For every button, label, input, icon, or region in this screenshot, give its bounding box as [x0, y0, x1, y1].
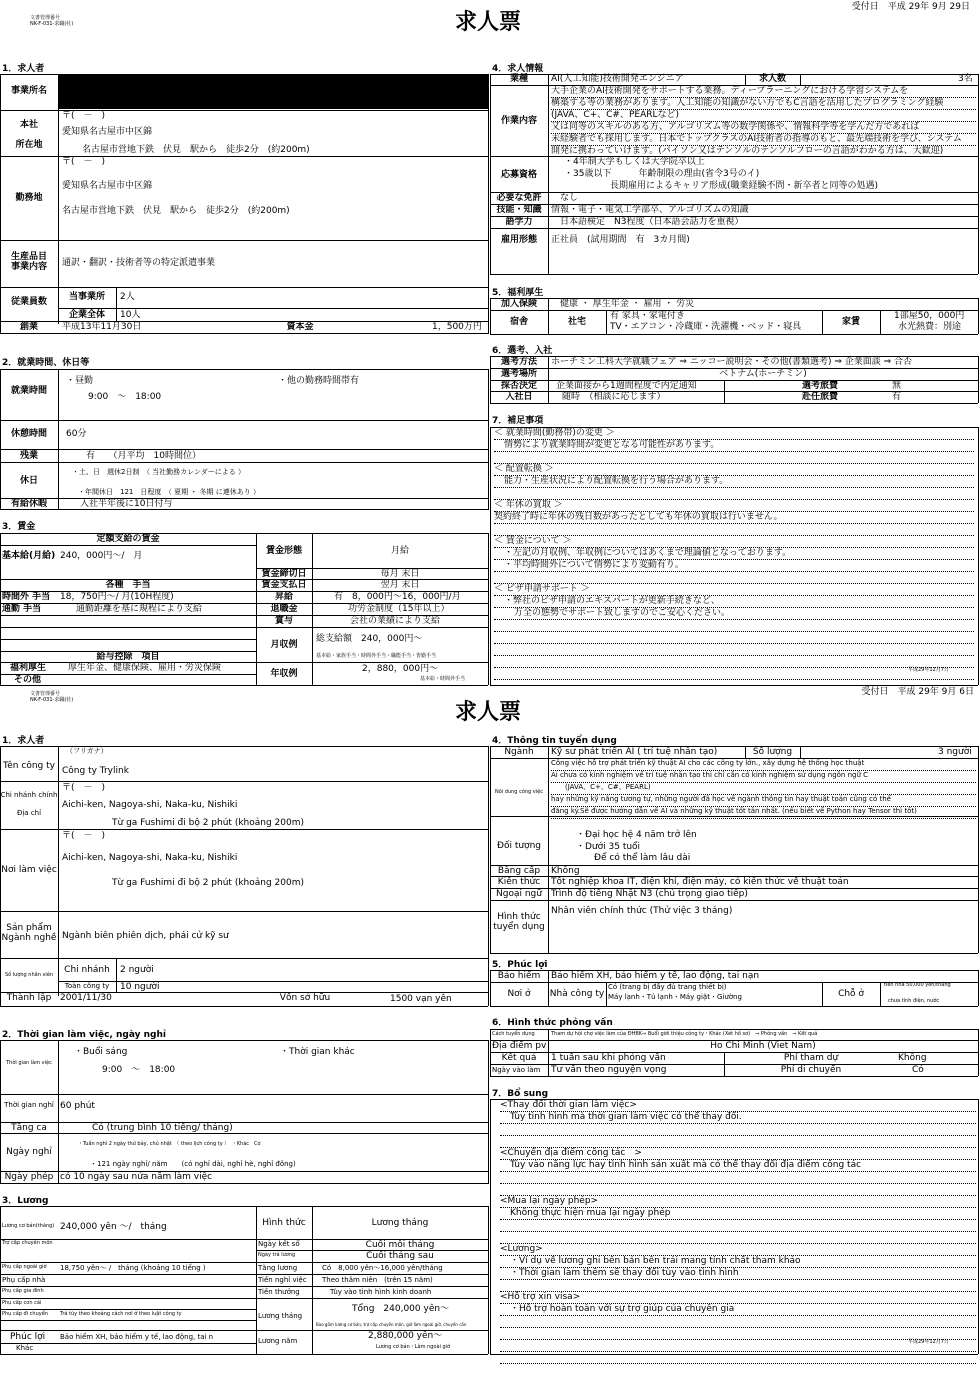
section-employer: 1．求人者: [2, 64, 45, 74]
doc-code: NK-F-031-求職(社): [30, 21, 74, 27]
section-selection: 6．選考、入社: [492, 346, 553, 356]
annual-income: 2,880,000 yên～: [368, 1331, 443, 1341]
employees-site-label: 当事業所: [68, 292, 105, 302]
employees-total: 10 người: [120, 982, 160, 992]
selection-method: Tham dự hội chợ việc làm của ĐHBK⇒ Buổi giới thiệu công ty・Khác (Xét hồ sơ) ⇒ Phỏng vấn ⇒ Kết quả: [551, 1031, 818, 1037]
office-address: Aichi-ken, Nagoya-shi, Naka-ku, Nishiki: [62, 800, 238, 810]
office-zip: 〒( － ): [62, 111, 106, 121]
holiday-weekly: ・土、日 週休2日制 （ 当社勤務カレンダーによる ）: [72, 468, 245, 476]
method-label: 選考方法: [500, 357, 537, 367]
qualification-label: 応募資格: [500, 170, 537, 180]
business-label: Sản phẩm Ngành nghề: [1, 923, 57, 944]
note-heading: <Hỗ trợ xin visa>: [500, 1292, 976, 1304]
bonus: 会社の業績により支給: [350, 616, 441, 626]
note-heading: <Mua lại ngày phép>: [500, 1196, 976, 1208]
note-text: ・Ví dụ về lương ghi bên bản bên trái mang tính chất tham khảo: [500, 1256, 976, 1268]
duty-line: 開発に携わっていけます。(パイソン又はテンソルのテンソルフローの言語がわかる方は、大歓迎): [551, 146, 944, 156]
other-label: Khác: [16, 1344, 34, 1352]
wage-type-label: 賃金形態: [265, 546, 302, 556]
method-label: Cách tuyển dụng: [492, 1031, 535, 1037]
headcount-label: 求人数: [758, 74, 786, 84]
company-label: Tên công ty: [3, 761, 55, 771]
note-heading: ＜ 賃金について ＞: [494, 536, 974, 548]
language: Trình độ tiếng Nhật N3 (chú trọng giao tiếp): [551, 889, 748, 899]
selection-place: ベトナム(ホーチミン): [719, 369, 807, 379]
wage-type: Lương tháng: [371, 1218, 429, 1228]
join-date: 随時 （相談に応じます）: [562, 392, 666, 402]
base-pay: 240,000 yên ～/ tháng: [60, 1222, 167, 1232]
note-text: Tùy vào năng lực hay tình hình sản xuất mà có thể thay đổi địa điểm công tác: [500, 1160, 976, 1172]
qualification-reason: Để có thể làm lâu dài: [594, 853, 691, 863]
selection-place: Ho Chi Minh (Viet Nam): [710, 1041, 816, 1051]
working-hours: 9:00 ～ 18:00: [102, 1065, 176, 1075]
language: 日本語検定 N3程度（日本語会話力を重視）: [560, 217, 744, 227]
allowance-header: 各種 手当: [105, 580, 151, 590]
employment-type-label: Hình thức tuyển dụng: [493, 912, 545, 933]
raise-label: 昇給: [274, 592, 293, 602]
duty-line: đăng ký.Sẽ được hướng dẫn về AI và những kỹ thuật tốt tân nhất. (nếu biết về Python hay Tensor thì tốt): [551, 807, 976, 819]
annual-note: Lương cơ bản・Làm ngoài giờ: [376, 1344, 451, 1350]
employment-type: Nhân viên chính thức (Thử việc 3 tháng): [551, 906, 733, 916]
raise: 有 8，000円～16，000円/月: [334, 592, 461, 602]
shift-day: ・昼勤: [66, 376, 94, 386]
raise-label: Tăng lương: [258, 1264, 298, 1272]
job-sheet-japanese: [0, 0, 980, 690]
employees-label: Số lượng nhân viên: [4, 972, 54, 978]
cutoff-label: Ngày kết sổ: [258, 1240, 300, 1248]
founded-date: 2001/11/30: [60, 993, 112, 1003]
duty-line: 又は同等のスキルのある方、アルゴリズム等の数学関係や、情報科学等を学んだ方であれば: [551, 122, 976, 134]
qualification-age: ・35歳以下 年齢制限の理由(省令3号のイ): [564, 169, 760, 179]
skill-label: 技能・知識: [496, 205, 542, 215]
fixed-wage-header: 定額支給の賃金: [96, 534, 160, 544]
license: Không: [551, 866, 580, 876]
transfer-label: 赴任旅費: [801, 392, 838, 402]
utilities: chưa tính điện, nước: [888, 998, 940, 1004]
retire-label: Tiền nghỉ việc: [258, 1276, 307, 1284]
skill-label: Kiến thức: [497, 877, 541, 887]
overtime-label: Tăng ca: [11, 1123, 47, 1133]
employees-site: 2 người: [120, 965, 154, 975]
skill: 情報・電子・電気工学部卒、アルゴリズムの知識: [551, 205, 749, 215]
welfare-deduction: 厚生年金、健康保険、雇用・労災保険: [68, 663, 222, 673]
note-text: ・左記の月収例、年収例についてはあくまで理論値となっております。: [494, 548, 974, 560]
founded-label: Thành lập: [6, 993, 52, 1003]
license: なし: [560, 193, 579, 203]
business-content: Ngành biên phiên dịch, phái cử kỹ sư: [62, 931, 229, 941]
workplace-access: Từ ga Fushimi đi bộ 2 phút (khoảng 200m): [112, 878, 304, 888]
company-name: Công ty Trylink: [62, 766, 129, 776]
hours-label: 就業時間: [10, 386, 47, 396]
note-heading: ＜ 年休の買取 ＞: [494, 500, 974, 512]
section-selection: 6．Hình thức phỏng vấn: [492, 1018, 613, 1028]
founded-date: 平成13年11月30日: [62, 322, 142, 332]
workplace-zip: 〒( － ): [62, 157, 106, 167]
duty-lines: [551, 86, 976, 157]
office-label: Chi nhánh chính Địa chỉ: [0, 791, 58, 818]
base-pay: 240，000円～/ 月: [60, 551, 143, 561]
employees-total: 10人: [120, 310, 141, 320]
job-title: Kỹ sư phát triển AI ( trí tuệ nhân tạo): [551, 747, 718, 757]
overtime: 有 （月平均 10時間位）: [86, 451, 201, 461]
retire-label: 退職金: [270, 604, 298, 614]
duty-line: 大手企業のAI技術開発をサポートする業務。ディープラーニングにおける学習システムを: [551, 86, 976, 98]
ot-allowance-label: 時間外 手当: [2, 592, 51, 602]
revision-date: 平成29年12月7日: [908, 667, 949, 673]
workplace-zip: 〒( － ): [62, 831, 106, 841]
wage-type: 月給: [390, 546, 409, 556]
base-pay-label: Lương cơ bản(tháng): [2, 1223, 55, 1229]
join-label: Ngày vào làm: [492, 1066, 541, 1074]
bonus-label: Tiền thưởng: [258, 1288, 300, 1296]
dorm-type: 社宅: [567, 317, 586, 327]
section-notes: 7．Bổ sung: [492, 1089, 549, 1099]
dorm-appliances: Máy lạnh・Tủ lạnh・Máy giặt・Giường: [608, 993, 742, 1001]
welfare-deduction: Bảo hiểm XH, bảo hiểm y tế, lao động, tai n: [60, 1333, 214, 1341]
transfer: Có: [912, 1065, 924, 1075]
office-access: Từ ga Fushimi đi bộ 2 phút (khoảng 200m): [112, 818, 304, 828]
qualification-age: ・Dưới 35 tuổi: [576, 842, 641, 852]
business-content: 通訳・翻訳・技術者等の特定派遣事業: [62, 258, 216, 268]
employees-total-label: 企業全体: [68, 310, 105, 320]
duty-line: 構築する等の業務があります。人工知能の知識がない方でもC言語を活用したプログラミング経験: [551, 98, 976, 110]
duty-line: (JAVA、C+、C#、PEARL): [551, 783, 976, 795]
utilities: 水光熱費：別途: [898, 322, 962, 332]
employees-total-label: Toàn công ty: [64, 982, 110, 990]
monthly-income: Tổng 240,000 yên～: [352, 1304, 450, 1314]
dorm-furnished: 有 家具・家電付き: [610, 311, 685, 321]
base-pay-label: 基本給(月給): [2, 551, 56, 561]
break-label: Thời gian nghỉ: [4, 1101, 54, 1109]
office-address: 愛知県名古屋市中区錦: [62, 127, 153, 137]
note-heading: ＜ ビザ申請サポート ＞: [494, 584, 974, 596]
job-sheet-vietnamese: [0, 687, 980, 1388]
rent-label: 家賃: [841, 317, 860, 327]
business-label: 生産品目 事業内容: [10, 252, 47, 273]
rent: 1部屋50，000円: [894, 311, 965, 321]
workplace-address: Aichi-ken, Nagoya-shi, Naka-ku, Nishiki: [62, 853, 238, 863]
section-hours: 2．就業時間、休日等: [2, 358, 90, 368]
allowance-header: Trợ cấp chuyên môn: [2, 1240, 53, 1246]
employees-site-label: Chi nhánh: [64, 965, 110, 975]
place-label: 選考場所: [500, 369, 537, 379]
section-notes: 7．補足事項: [492, 416, 544, 426]
travel: 無: [892, 381, 902, 391]
note-text: 万全の態勢でサポート致しますのでご安心ください。: [494, 608, 974, 620]
capital-label: Vốn sở hữu: [279, 993, 331, 1003]
break-label: 休憩時間: [10, 429, 47, 439]
join-date: Tư vấn theo nguyện vọng: [551, 1065, 667, 1075]
note-heading: <Chuyển địa điểm công tác >: [500, 1148, 976, 1160]
monthly-note: 基本給・家族手当・時間外手当・職能手当・皆勤手当: [316, 653, 437, 659]
founded-label: 創業: [19, 322, 38, 332]
retirement: 功労金制度（15年以上）: [348, 604, 450, 614]
workplace-label: Nơi làm việc: [1, 865, 57, 875]
note-heading: <Thay đổi thời gian làm việc>: [500, 1100, 976, 1112]
skill: Tốt nghiệp khoa IT, điện khí, điện máy, có kiến thức về thuật toán: [551, 877, 849, 887]
office-label: 本社 所在地: [15, 120, 43, 150]
office-access: 名古屋市営地下鉄 伏見 駅から 徒歩2分 (約200m): [82, 145, 310, 155]
cutoff-day: 毎月 末日: [380, 569, 420, 579]
note-text: ・Hỗ trợ hoàn toàn với sự trợ giúp của chuyên gia: [500, 1304, 976, 1316]
capital-label: 資本金: [286, 322, 314, 332]
doc-number: 文書管理番号: [30, 15, 61, 21]
duty-line: 未経験者でも採用します。日本でトップクラスのAI技術者の指導のもと、最先端技術を学び、システム: [551, 134, 976, 146]
employment-type-label: 雇用形態: [500, 235, 537, 245]
duty-label: 作業内容: [500, 116, 537, 126]
duty-line: Ai chưa có kinh nghiệm về trí tuệ nhân tạo thì chỉ cần có kinh nghiệm sử dụng ngôn ngữ C: [551, 771, 976, 783]
decision: 1 tuần sau khi phỏng vấn: [551, 1053, 666, 1063]
receipt-date: 受付日 平成 29年 9月 29日: [851, 2, 970, 12]
monthly-label: Lương tháng: [258, 1312, 303, 1320]
workplace-access: 名古屋市営地下鉄 伏見 駅から 徒歩2分 (約200m): [62, 206, 290, 216]
license-label: 必要な免許: [496, 193, 542, 203]
decision: 企業面接から1週間程度で内定通知: [556, 381, 697, 391]
duty-lines: [551, 759, 976, 819]
qualification-label: Đối tượng: [497, 841, 541, 851]
travel: Không: [898, 1053, 927, 1063]
insurance-label: Bảo hiểm: [497, 971, 541, 981]
commute: 通勤距離を基に規程により支給: [76, 604, 203, 614]
dorm-label: 宿舎: [509, 317, 528, 327]
payday-label: 賃金支払日: [261, 580, 307, 590]
shift-day: ・Buổi sáng: [74, 1047, 128, 1057]
holiday-label: Ngày nghỉ: [6, 1147, 52, 1157]
section-job-info: 4．求人情報: [492, 64, 544, 74]
note-text: Tùy tình hình mà thời gian làm việc có thể thay đổi.: [500, 1112, 976, 1124]
office-zip: 〒( － ): [62, 783, 106, 793]
section-wage: 3．賃金: [2, 522, 36, 532]
break-time: 60分: [66, 429, 87, 439]
child-allowance-label: Phụ cấp con cái: [2, 1300, 42, 1306]
insurance: 健康 ・ 厚生年金 ・ 雇用 ・ 労災: [560, 299, 695, 309]
commute-label: 通勤 手当: [2, 604, 42, 614]
job-label: 業種: [509, 74, 528, 84]
note-heading: ＜ 就業時間(勤務帯)の変更 ＞: [494, 428, 974, 440]
working-hours: 9:00 ～ 18:00: [88, 392, 162, 402]
dorm-furnished: Có (trang bị đầy đủ trang thiết bị): [608, 983, 727, 991]
license-label: Bằng cấp: [497, 866, 541, 876]
join-label: 入社日: [505, 392, 533, 402]
note-heading: ＜ 配置転換 ＞: [494, 464, 974, 476]
section-job-info: 4．Thông tin tuyển dụng: [492, 736, 617, 746]
travel-label: 選考旅費: [801, 381, 838, 391]
commute-label: Phụ cấp đi chuyển: [2, 1311, 48, 1317]
job-title: AI(人工知能)技術開発エンジニア: [551, 74, 684, 84]
other-label: その他: [14, 675, 42, 685]
transfer: 有: [892, 392, 902, 402]
selection-method: ホーチミン工科大学就職フェア ⇒ ニッコー説明会・その他(書類選考) ⇒ 企業面談 ⇒ 合否: [551, 357, 913, 367]
note-text: ・Thời gian làm thêm sẽ thay đổi tùy vào tình hình: [500, 1268, 976, 1280]
overtime-label: 残業: [19, 451, 38, 461]
note-heading: <Lương>: [500, 1244, 976, 1256]
employees-site: 2人: [120, 292, 135, 302]
page-title: 求人票: [455, 699, 522, 725]
note-text: Không thực hiện mua lại ngày phép: [500, 1208, 976, 1220]
cutoff-day: Cuối mỗi tháng: [365, 1240, 435, 1250]
doc-code: NK-F-031-求職(社): [30, 697, 74, 703]
furigana-label: （フリガナ）: [66, 747, 108, 755]
company-label: 事業所名: [10, 86, 47, 96]
retirement: Theo thâm niên (trên 15 năm): [322, 1276, 433, 1284]
deduction-header: 給与控除 項目: [96, 652, 160, 662]
section-employer: 1．求人者: [2, 736, 45, 746]
raise: Có 8,000 yên～16,000 yên/tháng: [322, 1264, 443, 1272]
dorm-label: Nơi ở: [507, 989, 531, 999]
section-wage: 3．Lương: [2, 1196, 49, 1206]
monthly-income: 総支給額 240，000円～: [316, 634, 423, 644]
section-welfare: 5．Phúc lợi: [492, 960, 548, 970]
ot-allowance: 18,750 yên～ / tháng (khoảng 10 tiếng ): [60, 1264, 206, 1272]
overtime: Có (trung bình 10 tiếng/ tháng): [92, 1123, 233, 1133]
capital-value: 1500 vạn yên: [390, 994, 452, 1004]
place-label: Địa điểm pv: [492, 1041, 547, 1051]
shift-other: ・他の勤務時間帯有: [278, 376, 360, 386]
note-text: 契約終了時に年休の残日数があったとしても年休の買取は行いません。: [494, 512, 974, 524]
holiday-annual: ・121 ngày nghỉ/ năm (có nghỉ dài, nghỉ hè, nghỉ đông): [90, 1160, 296, 1168]
notes-block: [500, 1100, 976, 1364]
employment-type: 正社員 (試用期間 有 3カ月間): [551, 235, 690, 245]
qualification-degree: ・4年制大学もしくは大学院卒以上: [564, 157, 705, 167]
note-text: ・弊社のビザ申請のエキスパートが更新手続きなど、: [494, 596, 974, 608]
insurance: Bảo hiểm XH, bảo hiểm y tế, lao động, tai nạn: [551, 971, 760, 981]
company-name-redacted: [59, 75, 488, 109]
annual-income: 2，880，000円～: [362, 664, 439, 674]
welfare-label: Phúc lợi: [10, 1332, 46, 1342]
language-label: 語学力: [505, 217, 533, 227]
welfare-label: 福利厚生: [10, 663, 47, 673]
note-text: 情勢により就業時間が変更となる可能性があります。: [494, 440, 974, 452]
duty-line: (JAVA、C+、C#、PEARLなど): [551, 110, 976, 122]
annual-label: Lương năm: [258, 1337, 298, 1345]
holiday-annual: ・年間休日 121 日程度 （ 夏期 ・ 冬期 に連休あり ）: [78, 488, 260, 496]
qualification-degree: ・Đại học hệ 4 năm trở lên: [576, 830, 697, 840]
cutoff-label: 賃金締切日: [261, 569, 307, 579]
duty-line: hay những kỹ năng tương tự, những người đã học về ngành thông tin hay thuật toán cũng có thể: [551, 795, 976, 807]
headcount-label: Số lượng: [752, 747, 793, 757]
payday: Cuối tháng sau: [366, 1251, 434, 1261]
paid-leave: có 10 ngày sau nửa năm làm việc: [60, 1172, 213, 1182]
capital-value: 1，500万円: [432, 322, 482, 332]
rent-label: Chỗ ở: [838, 989, 864, 999]
shift-other: ・Thời gian khác: [280, 1047, 355, 1057]
dorm-type: Nhà công ty: [549, 989, 605, 999]
monthly-note: Bao gồm lương cơ bản, trợ cấp chuyên môn, giờ làm ngoài giờ, chuyên cần: [316, 1322, 467, 1327]
travel-label: Phí tham dự: [783, 1053, 839, 1063]
hours-label: Thời gian làm việc: [6, 1060, 52, 1066]
headcount: 3名: [958, 74, 973, 84]
section-welfare: 5．福利厚生: [492, 288, 544, 298]
job-label: Ngành: [504, 747, 534, 757]
family-allowance-label: Phụ cấp gia đình: [2, 1288, 44, 1294]
rent: tiền nhà 50,000 yên/tháng: [884, 982, 951, 988]
holiday-weekly: ・Tuần nghỉ 2 ngày thứ bảy, chủ nhật （ theo lịch công ty ） ・Khác Có: [78, 1141, 261, 1147]
commute: Trả tùy theo khoảng cách nơi ở theo luật công ty: [60, 1311, 182, 1317]
workplace-address: 愛知県名古屋市中区錦: [62, 181, 153, 191]
insurance-label: 加入保険: [500, 299, 537, 309]
note-text: ・平均時間外について情勢により変動有り。: [494, 560, 974, 572]
bonus-label: 賞与: [274, 616, 293, 626]
duty-label: Nội dung công việc: [495, 789, 543, 795]
wage-type-label: Hình thức: [262, 1218, 306, 1228]
break-time: 60 phút: [60, 1101, 95, 1111]
bonus: Tùy vào tình hình kinh doanh: [330, 1288, 432, 1296]
annual-label: 年収例: [270, 669, 298, 679]
monthly-label: 月収例: [270, 640, 298, 650]
doc-number: 文書管理番号: [30, 691, 61, 697]
payday: 翌月 末日: [380, 580, 420, 590]
leave-label: 有給休暇: [10, 499, 47, 509]
language-label: Ngoại ngữ: [496, 889, 542, 899]
housing-allowance-label: Phụ cấp nhà: [2, 1276, 46, 1284]
revision-date: 平成29年12月7日: [908, 1339, 949, 1345]
ot-allowance: 18，750円～/ 月(10H程度): [60, 592, 174, 602]
decision-label: 採否決定: [500, 381, 537, 391]
leave-label: Ngày phép: [4, 1172, 54, 1182]
duty-line: Công việc hỗ trợ phát triển kỹ thuật AI cho các công ty lớn., xây dựng hệ thống học thuật: [551, 759, 976, 771]
receipt-date: 受付日 平成 29年 9月 6日: [861, 687, 974, 697]
transfer-label: Phí di chuyển: [780, 1065, 842, 1075]
annual-note: 基本給・時間外手当: [420, 676, 466, 682]
qualification-reason: 長期雇用によるキャリア形成(職業経験不問・新卒者と同等の処遇): [610, 181, 879, 191]
ot-allowance-label: Phụ cấp ngoài giờ: [2, 1264, 47, 1270]
employees-label: 従業員数: [10, 297, 47, 307]
decision-label: Kết quả: [501, 1053, 537, 1063]
dorm-appliances: TV・エアコン・冷蔵庫・洗濯機・ベッド・寝具: [610, 322, 802, 332]
section-hours: 2．Thời gian làm việc, ngày nghỉ: [2, 1030, 166, 1040]
payday-label: Ngày trả lương: [258, 1252, 296, 1258]
note-text: 能力・生産状況により配置転換を行う場合があります。: [494, 476, 974, 488]
paid-leave: 入社半年後に10日付与: [80, 499, 173, 509]
notes-block: [494, 428, 974, 680]
headcount: 3 người: [938, 747, 972, 757]
workplace-label: 勤務地: [15, 193, 43, 203]
holiday-label: 休日: [19, 476, 38, 486]
page-title: 求人票: [455, 9, 522, 35]
